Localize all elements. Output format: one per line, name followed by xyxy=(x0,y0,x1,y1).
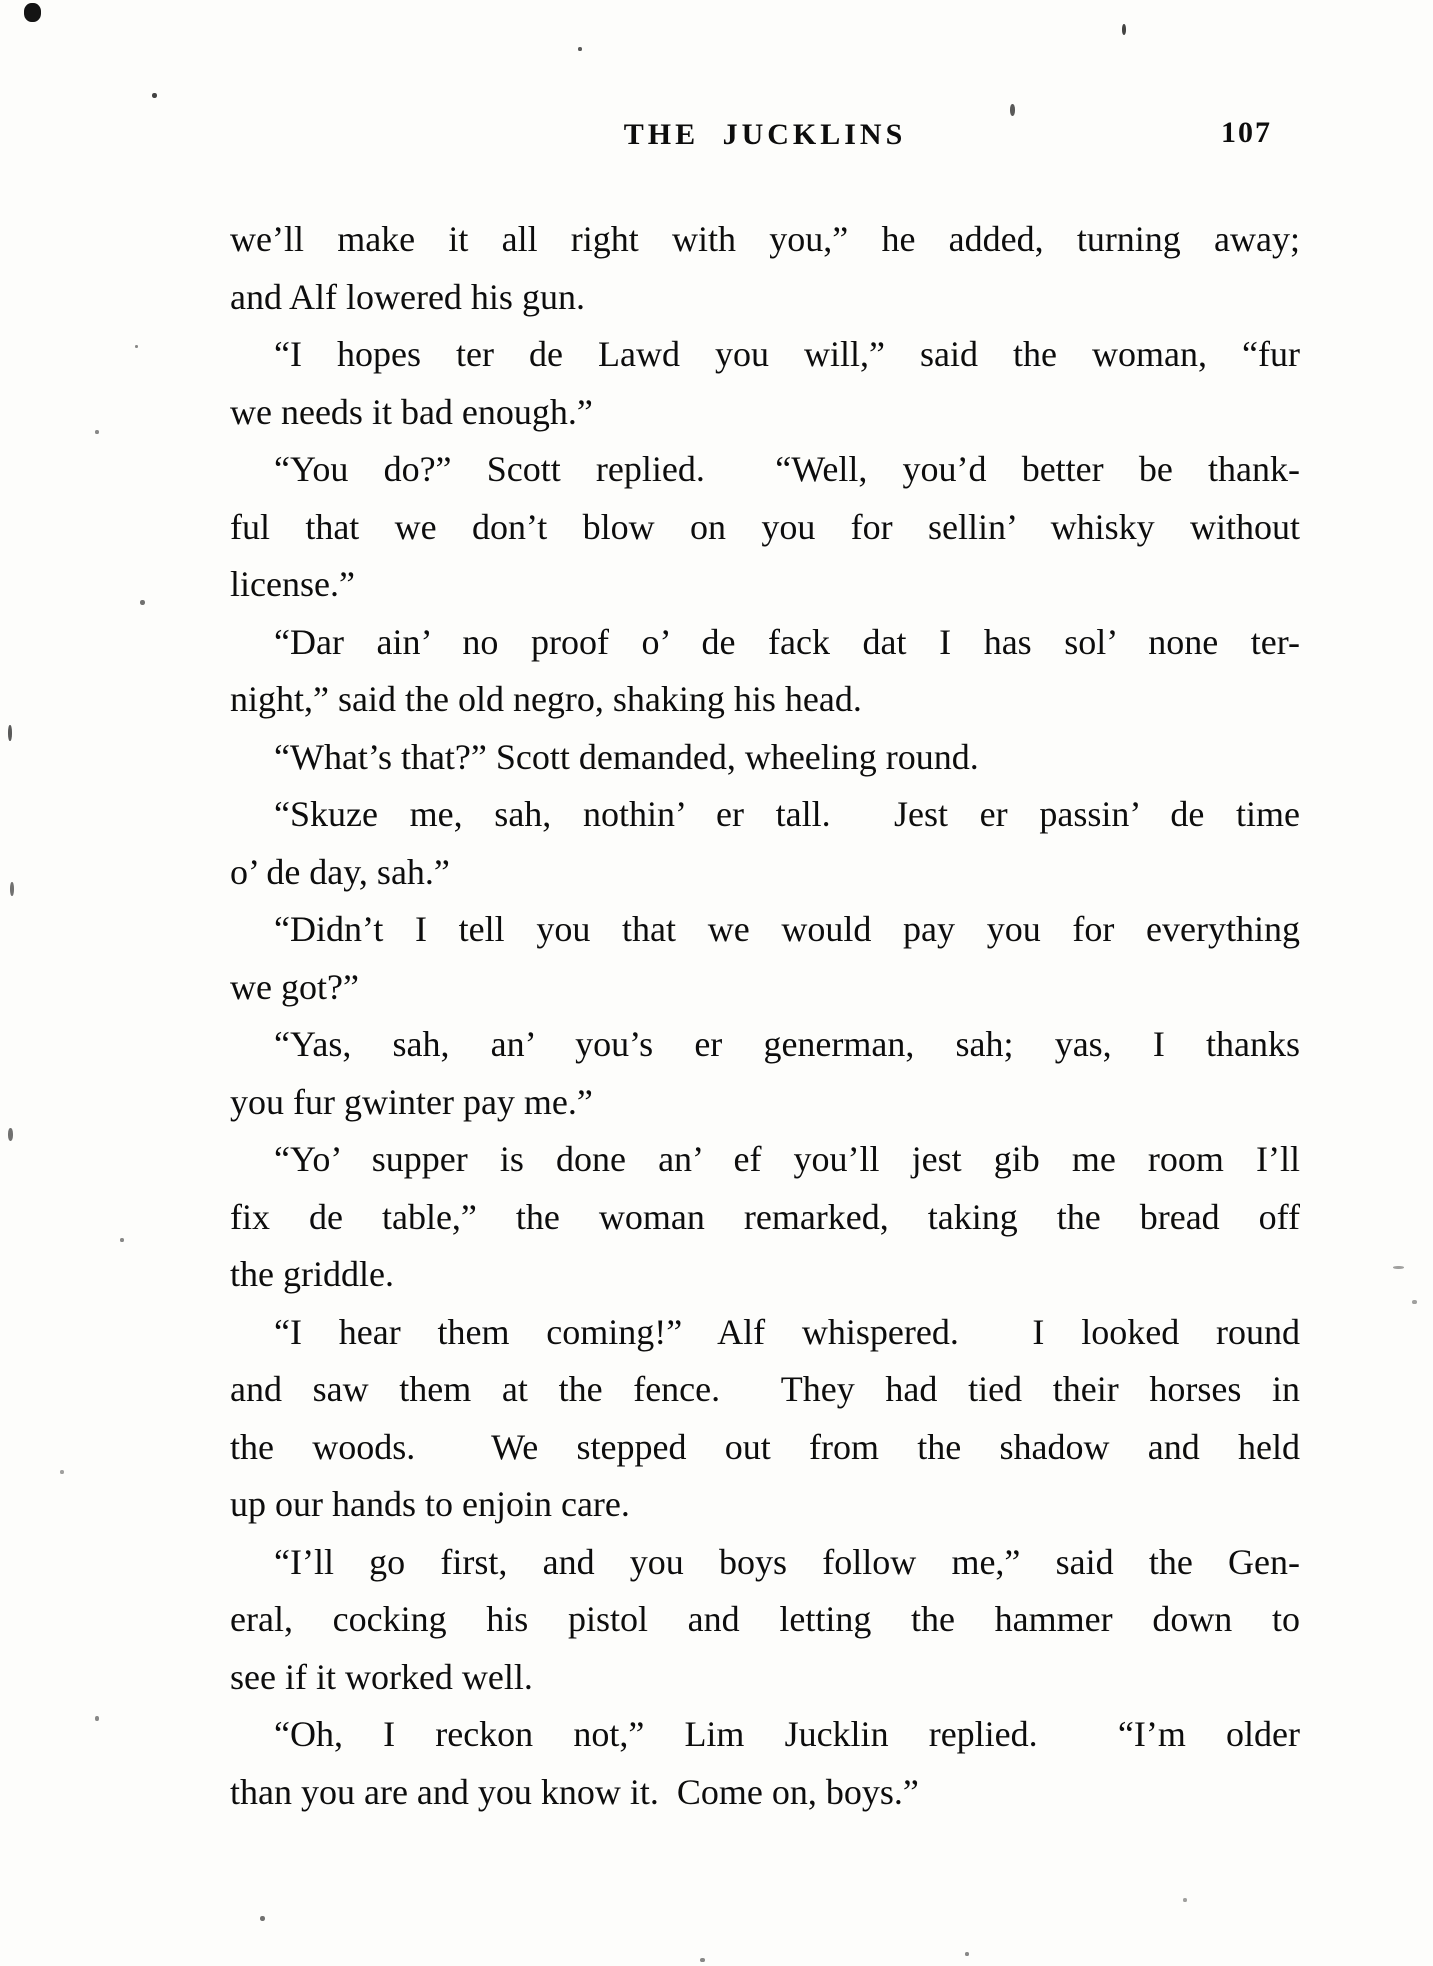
body-text xyxy=(230,211,1300,1821)
scan-speck xyxy=(24,3,41,22)
scan-speck xyxy=(700,1958,705,1962)
text-line: than you are and you know it. Come on, boys.” xyxy=(230,1771,919,1812)
text-line: night,” said the old negro, shaking his head. xyxy=(230,679,862,719)
scan-speck xyxy=(8,1128,13,1141)
scan-speck xyxy=(140,600,145,605)
scan-speck xyxy=(10,882,14,896)
scan-speck xyxy=(152,93,157,98)
text-line: eral, cocking his pistol and letting the hammer down to xyxy=(230,1599,1300,1639)
scan-speck xyxy=(95,430,99,434)
text-line: and saw them at the fence. They had tied their horses in xyxy=(230,1369,1300,1409)
text-line: we got?” xyxy=(230,966,359,1007)
text-line: “Yas, sah, an’ you’s er generman, sah; yas, I thanks xyxy=(274,1024,1300,1064)
scan-speck xyxy=(1122,24,1126,35)
page-number: 107 xyxy=(1221,116,1272,149)
text-line: “I’ll go first, and you boys follow me,” said the Gen- xyxy=(274,1541,1300,1582)
text-line: “Didn’t I tell you that we would pay you for everything xyxy=(274,909,1300,949)
scan-speck xyxy=(8,725,12,741)
scan-speck xyxy=(60,1470,64,1474)
scan-speck xyxy=(135,345,138,348)
scan-speck xyxy=(1010,104,1015,116)
scan-speck xyxy=(95,1716,99,1721)
scan-speck xyxy=(120,1238,124,1242)
text-line: up our hands to enjoin care. xyxy=(230,1484,630,1524)
text-line: “Dar ain’ no proof o’ de fack dat I has sol’ none ter- xyxy=(274,621,1300,662)
text-line: o’ de day, sah.” xyxy=(230,851,450,892)
text-line: “Yo’ supper is done an’ ef you’ll jest gib me room I’ll xyxy=(274,1139,1300,1179)
text-line: see if it worked well. xyxy=(230,1656,533,1697)
text-line: and Alf lowered his gun. xyxy=(230,276,585,317)
scan-speck xyxy=(965,1952,969,1956)
text-line: “Skuze me, sah, nothin’ er tall. Jest er passin’ de time xyxy=(274,794,1300,834)
text-line: license.” xyxy=(230,564,355,604)
text-line: the woods. We stepped out from the shadow and held xyxy=(230,1426,1300,1467)
text-line: you fur gwinter pay me.” xyxy=(230,1081,593,1122)
scan-speck xyxy=(1183,1898,1187,1902)
text-line: we needs it bad enough.” xyxy=(230,391,593,432)
text-line: “I hopes ter de Lawd you will,” said the woman, “fur xyxy=(274,334,1300,374)
text-line: fix de table,” the woman remarked, taking the bread off xyxy=(230,1196,1300,1237)
scan-speck xyxy=(1393,1266,1404,1269)
text-line: ful that we don’t blow on you for sellin’ whisky without xyxy=(230,506,1300,547)
text-line: “You do?” Scott replied. “Well, you’d better be thank- xyxy=(274,449,1300,489)
text-line: “Oh, I reckon not,” Lim Jucklin replied. “I’m older xyxy=(274,1714,1300,1754)
text-line: “I hear them coming!” Alf whispered. I looked round xyxy=(274,1311,1300,1352)
running-title: THE JUCKLINS xyxy=(623,118,907,151)
text-line: we’ll make it all right with you,” he added, turning away; xyxy=(230,219,1300,259)
text-line: the griddle. xyxy=(230,1254,394,1294)
scan-speck xyxy=(260,1916,265,1921)
scan-speck xyxy=(578,47,582,51)
scan-speck xyxy=(1412,1300,1417,1304)
text-line: “What’s that?” Scott demanded, wheeling round. xyxy=(274,736,979,777)
